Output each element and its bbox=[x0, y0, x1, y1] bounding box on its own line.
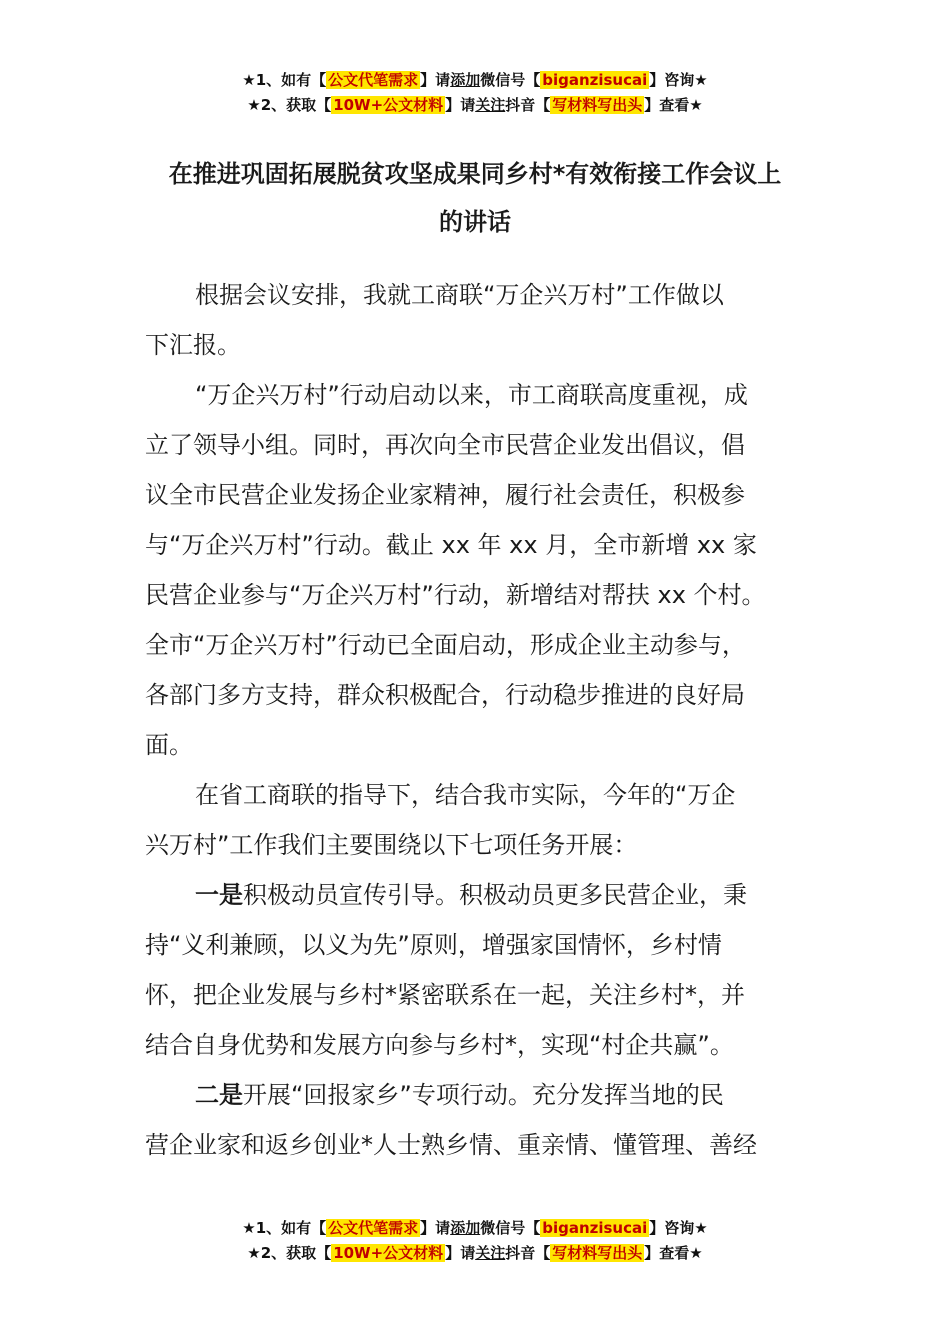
promo-line-1 bbox=[0, 68, 950, 93]
promo-text: 】请 bbox=[445, 96, 476, 114]
body-line bbox=[145, 1070, 815, 1120]
body-line: “万企兴万村”行动启动以来，市工商联高度重视，成 bbox=[195, 381, 748, 409]
bold-lead: 一是 bbox=[195, 881, 243, 909]
promo-line-2 bbox=[0, 1241, 950, 1266]
promo-underlined: 关注 bbox=[475, 1244, 506, 1262]
promo-highlight: 10W+公文材料 bbox=[333, 1244, 444, 1262]
promo-highlight: biganzisucai bbox=[542, 1219, 648, 1237]
body-line: 怀，把企业发展与乡村*紧密联系在一起，关注乡村*，并 bbox=[145, 981, 745, 1009]
body-line: 全市“万企兴万村”行动已全面启动，形成企业主动参与， bbox=[145, 631, 746, 659]
body-line: 民营企业参与“万企兴万村”行动，新增结对帮扶 xx 个村。 bbox=[145, 581, 766, 609]
promo-underlined: 添加 bbox=[450, 71, 481, 89]
promo-text: 】咨询★ bbox=[649, 1219, 708, 1237]
promo-text: ★1、如有【 bbox=[242, 71, 327, 89]
promo-highlight: 公文代笔需求 bbox=[328, 1219, 419, 1237]
body-line: 与“万企兴万村”行动。截止 xx 年 xx 月，全市新增 xx 家 bbox=[145, 531, 757, 559]
body-line: 持“义利兼顾，以义为先”原则，增强家国情怀，乡村情 bbox=[145, 931, 722, 959]
promo-banner-bottom bbox=[0, 1216, 950, 1266]
title-line-2: 的讲话 bbox=[439, 208, 511, 236]
body-line: 各部门多方支持，群众积极配合，行动稳步推进的良好局 bbox=[145, 681, 745, 709]
promo-text: 】咨询★ bbox=[649, 71, 708, 89]
promo-highlight: 10W+公文材料 bbox=[333, 96, 444, 114]
document-title bbox=[120, 150, 830, 246]
body-line: 在省工商联的指导下，结合我市实际，今年的“万企 bbox=[195, 781, 736, 809]
promo-text: 抖音【 bbox=[505, 96, 551, 114]
body-line: 下汇报。 bbox=[145, 331, 241, 359]
promo-text: 抖音【 bbox=[505, 1244, 551, 1262]
body-line-text: 积极动员宣传引导。积极动员更多民营企业，秉 bbox=[243, 881, 747, 909]
promo-highlight: 公文代笔需求 bbox=[328, 71, 419, 89]
body-line: 议全市民营企业发扬企业家精神，履行社会责任，积极参 bbox=[145, 481, 745, 509]
promo-text: ★1、如有【 bbox=[242, 1219, 327, 1237]
promo-text: 】请 bbox=[420, 1219, 451, 1237]
promo-text: 】查看★ bbox=[644, 96, 703, 114]
body-line: 兴万村”工作我们主要围绕以下七项任务开展： bbox=[145, 831, 638, 859]
promo-text: ★2、获取【 bbox=[247, 96, 332, 114]
promo-highlight: 写材料写出头 bbox=[552, 96, 643, 114]
promo-banner-top bbox=[0, 68, 950, 118]
promo-line-2 bbox=[0, 93, 950, 118]
body-line: 营企业家和返乡创业*人士熟乡情、重亲情、懂管理、善经 bbox=[145, 1131, 757, 1159]
promo-underlined: 添加 bbox=[450, 1219, 481, 1237]
body-line bbox=[145, 870, 815, 920]
title-line-1: 在推进巩固拓展脱贫攻坚成果同乡村*有效衔接工作会议上 bbox=[168, 160, 782, 188]
promo-highlight: biganzisucai bbox=[542, 71, 648, 89]
promo-line-1 bbox=[0, 1216, 950, 1241]
promo-text: 微信号【 bbox=[480, 1219, 541, 1237]
body-line: 立了领导小组。同时，再次向全市民营企业发出倡议，倡 bbox=[145, 431, 745, 459]
document-body bbox=[145, 270, 815, 1170]
promo-text: 】请 bbox=[420, 71, 451, 89]
body-line: 面。 bbox=[145, 731, 193, 759]
promo-text: 】查看★ bbox=[644, 1244, 703, 1262]
body-line: 根据会议安排，我就工商联“万企兴万村”工作做以 bbox=[195, 281, 724, 309]
promo-highlight: 写材料写出头 bbox=[552, 1244, 643, 1262]
promo-text: 】请 bbox=[445, 1244, 476, 1262]
promo-text: 微信号【 bbox=[480, 71, 541, 89]
body-line: 结合自身优势和发展方向参与乡村*，实现“村企共赢”。 bbox=[145, 1031, 734, 1059]
bold-lead: 二是 bbox=[195, 1081, 243, 1109]
promo-text: ★2、获取【 bbox=[247, 1244, 332, 1262]
promo-underlined: 关注 bbox=[475, 96, 506, 114]
body-line-text: 开展“回报家乡”专项行动。充分发挥当地的民 bbox=[243, 1081, 724, 1109]
